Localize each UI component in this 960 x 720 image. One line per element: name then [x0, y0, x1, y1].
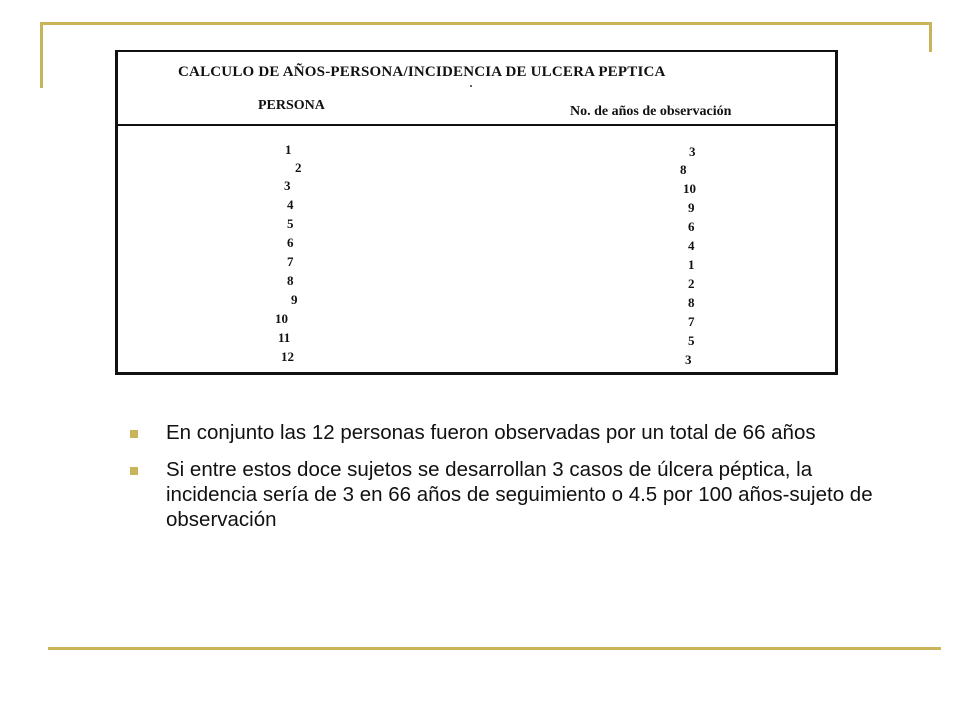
bullet-item [130, 457, 900, 532]
person-years-table [115, 50, 838, 375]
table-cell-years: 8 [680, 162, 687, 177]
bullet-square-icon [130, 430, 138, 438]
table-cell-persona: 1 [285, 142, 292, 157]
table-cell-persona: 4 [287, 197, 294, 212]
table-cell-years: 3 [689, 144, 696, 159]
accent-line-right [929, 22, 932, 52]
table-cell-persona: 11 [278, 330, 291, 345]
accent-line-bottom [48, 647, 941, 650]
header-divider [118, 124, 835, 126]
bullet-square-icon [130, 467, 138, 475]
table-cell-years: 6 [688, 219, 695, 234]
table-cell-years: 3 [685, 352, 692, 367]
table-cell-years: 7 [688, 314, 695, 329]
column-header-persona: PERSONA [258, 98, 325, 113]
bullet-text: Si entre estos doce sujetos se desarrollan 3 casos de úlcera péptica, la incidencia sería de 3 en 66 años de seguimiento o 4.5 por 100 años-sujeto de observación [166, 458, 873, 531]
column-header-years: No. de años de observación [570, 104, 732, 119]
table-cell-persona: 7 [287, 254, 294, 269]
table-cell-years: 2 [688, 276, 695, 291]
speck [470, 85, 472, 87]
bullet-list [130, 420, 900, 544]
table-cell-years: 1 [688, 257, 695, 272]
table-cell-years: 10 [683, 181, 696, 196]
table-cell-years: 9 [688, 200, 695, 215]
table-cell-persona: 8 [287, 273, 294, 288]
table-cell-persona: 10 [275, 311, 288, 326]
table-title: CALCULO DE AÑOS-PERSONA/INCIDENCIA DE ULCERA PEPTICA [178, 64, 666, 80]
table-cell-years: 8 [688, 295, 695, 310]
table-cell-persona: 3 [284, 178, 291, 193]
table-cell-persona: 12 [281, 349, 294, 364]
accent-line-top [40, 22, 932, 25]
accent-line-left [40, 22, 43, 88]
table-cell-years: 5 [688, 333, 695, 348]
table-cell-years: 4 [688, 238, 695, 253]
bullet-item [130, 420, 900, 445]
table-cell-persona: 5 [287, 216, 294, 231]
table-cell-persona: 2 [295, 160, 302, 175]
bullet-text: En conjunto las 12 personas fueron observadas por un total de 66 años [166, 421, 816, 444]
table-cell-persona: 6 [287, 235, 294, 250]
table-cell-persona: 9 [291, 292, 298, 307]
